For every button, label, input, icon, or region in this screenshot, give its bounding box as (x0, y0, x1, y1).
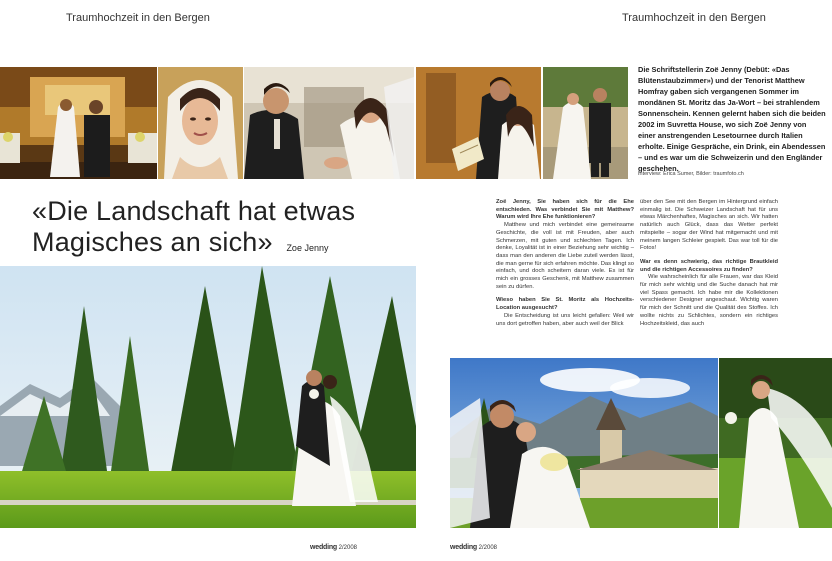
photo-ring-exchange (244, 67, 414, 179)
pull-quote-author: Zoe Jenny (286, 243, 329, 253)
photo-church-ceremony (0, 67, 157, 179)
intro-paragraph: Die Schriftstellerin Zoë Jenny (Debüt: «Das Blütenstaubzimmer») und der Tenorist Matthew Homfray gaben sich vergangenen Sommer im mondänen St. Moritz das Ja-Wort – bei strahlendem Sonnenschein. Kennen gelernt haben sich die beiden 2002 im Suvretta House, wo sich Zoë Jenny von einer anstrengenden Lesetournee durch Italien erholte. Einige Gespräche, ein Drink, ein Abendessen – und es war um die Schweizerin und den Engländer geschehen. (638, 65, 826, 173)
interview-question-1: Zoë Jenny, Sie haben sich für die Ehe entschieden. Was verbindet Sie mit Matthew? Warum wird Ihre Ehe funktionieren? (496, 199, 634, 221)
photo-couple-kissing-landscape (0, 266, 416, 528)
page-header-left: Traumhochzeit in den Bergen (66, 12, 210, 24)
footer-right (450, 544, 497, 551)
text-column-1 (496, 199, 634, 328)
interview-answer-2-continued: über den See mit den Bergen im Hintergrund einfach einmalig ist. Die Schweizer Landschaft hat für uns etwas Märchenhaftes, Magisches an sich. Wir hatten natürlich auch Glück, dass das Wetter perfekt mitspielte – sogar der Wind hat mitgemacht und mit meinem langen Schleier gespielt. Das war toll für die Fotos! (640, 199, 778, 252)
page-header-right: Traumhochzeit in den Bergen (622, 12, 766, 24)
footer-left (310, 544, 357, 551)
photo-signing-registry (416, 67, 541, 179)
pull-quote (32, 196, 412, 264)
footer-brand-right: wedding (450, 544, 477, 551)
interview-question-3: War es denn schwierig, das richtige Brautkleid und die richtigen Accessoires zu finden? (640, 258, 778, 273)
footer-issue-left: 2/2008 (338, 545, 358, 551)
interview-answer-2: Die Entscheidung ist uns leicht gefallen: Weil wir uns dort getroffen haben, aber auch weil der Blick (496, 312, 634, 327)
photo-bride-portrait (158, 67, 243, 179)
photo-credit: Interview: Erica Sumer, Bilder: traumfoto.ch (638, 171, 744, 177)
interview-answer-1: Matthew und mich verbindet eine gemeinsame Geschichte, die voll ist mit Freuden, aber auch Schmerzen, mit guten und schlechten Tagen. Ich denke, Loyalität ist in einer Beziehung sehr wichtig – dass man den anderen die Liebe zuteil werden lässt, die man gerne für sich erfahren möchte. Das klingt so einfach, und doch scheitern daran viele. Es ist für mich ein grosses Geschenk, mit Matthew zusammen sein zu dürfen. (496, 222, 634, 290)
text-column-2 (640, 199, 778, 328)
photo-couple-walking (543, 67, 628, 179)
pull-quote-text: «Die Landschaft hat etwas Magisches an sich» (32, 196, 356, 257)
footer-issue-right: 2/2008 (478, 545, 498, 551)
interview-question-2: Wieso haben Sie St. Moritz als Hochzeits-Location ausgesucht? (496, 297, 634, 312)
footer-brand-left: wedding (310, 544, 337, 551)
photo-bride-veil-wind (719, 358, 832, 528)
photo-couple-sitting-meadow (450, 358, 718, 528)
interview-answer-3: Wie wahrscheinlich für alle Frauen, war das Kleid für mich sehr wichtig und die Suche danach hat mir viel Spass gemacht. Ich habe mir die Kollektionen verschiedener Designer angeschaut. Wichtig waren für mich der Schnitt und die Qualität des Stoffes. Ich wollte nichts zu Schlichtes, sondern ein richtiges Hochzeitskleid, das auch (640, 274, 778, 327)
